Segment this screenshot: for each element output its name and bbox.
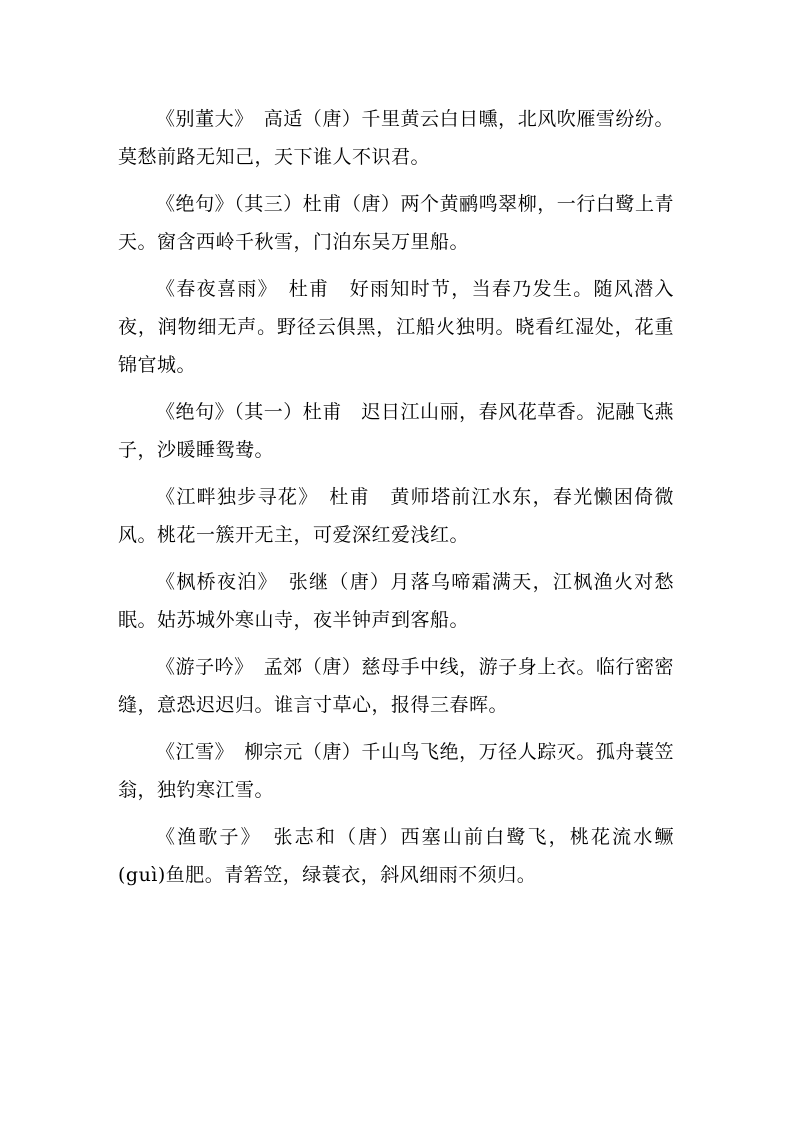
poem-paragraph-jiang-pan-du-bu-xun-hua: 《江畔独步寻花》 杜甫 黄师塔前江水东，春光懒困倚微风。桃花一簇开无主，可爱深红爱浅红。 [118,486,674,546]
poem-paragraph-bie-dong-da: 《别董大》 高适（唐）千里黄云白日曛，北风吹雁雪纷纷。莫愁前路无知己，天下谁人不识君。 [118,108,674,168]
poem-paragraph-jue-ju-1: 《绝句》（其一）杜甫 迟日江山丽，春风花草香。泥融飞燕子，沙暖睡鸳鸯。 [118,401,674,461]
poem-paragraph-yu-ge-zi: 《渔歌子》 张志和（唐）西塞山前白鹭飞，桃花流水鳜(guì)鱼肥。青箬笠，绿蓑衣，斜风细雨不须归。 [118,826,674,886]
poem-paragraph-jue-ju-3: 《绝句》（其三）杜甫（唐）两个黄鹂鸣翠柳，一行白鹭上青天。窗含西岭千秋雪，门泊东吴万里船。 [118,193,674,253]
poem-paragraph-chun-ye-xi-yu: 《春夜喜雨》 杜甫 好雨知时节，当春乃发生。随风潜入夜，润物细无声。野径云俱黑，江船火独明。晓看红湿处，花重锦官城。 [118,278,674,376]
document-body [118,100,674,903]
poem-paragraph-you-zi-yin: 《游子吟》 孟郊（唐）慈母手中线，游子身上衣。临行密密缝，意恐迟迟归。谁言寸草心，报得三春晖。 [118,656,674,716]
poem-paragraph-feng-qiao-ye-bo: 《枫桥夜泊》 张继（唐）月落乌啼霜满天，江枫渔火对愁眠。姑苏城外寒山寺，夜半钟声到客船。 [118,571,674,631]
poem-paragraph-jiang-xue: 《江雪》 柳宗元（唐）千山鸟飞绝，万径人踪灭。孤舟蓑笠翁，独钓寒江雪。 [118,741,674,801]
